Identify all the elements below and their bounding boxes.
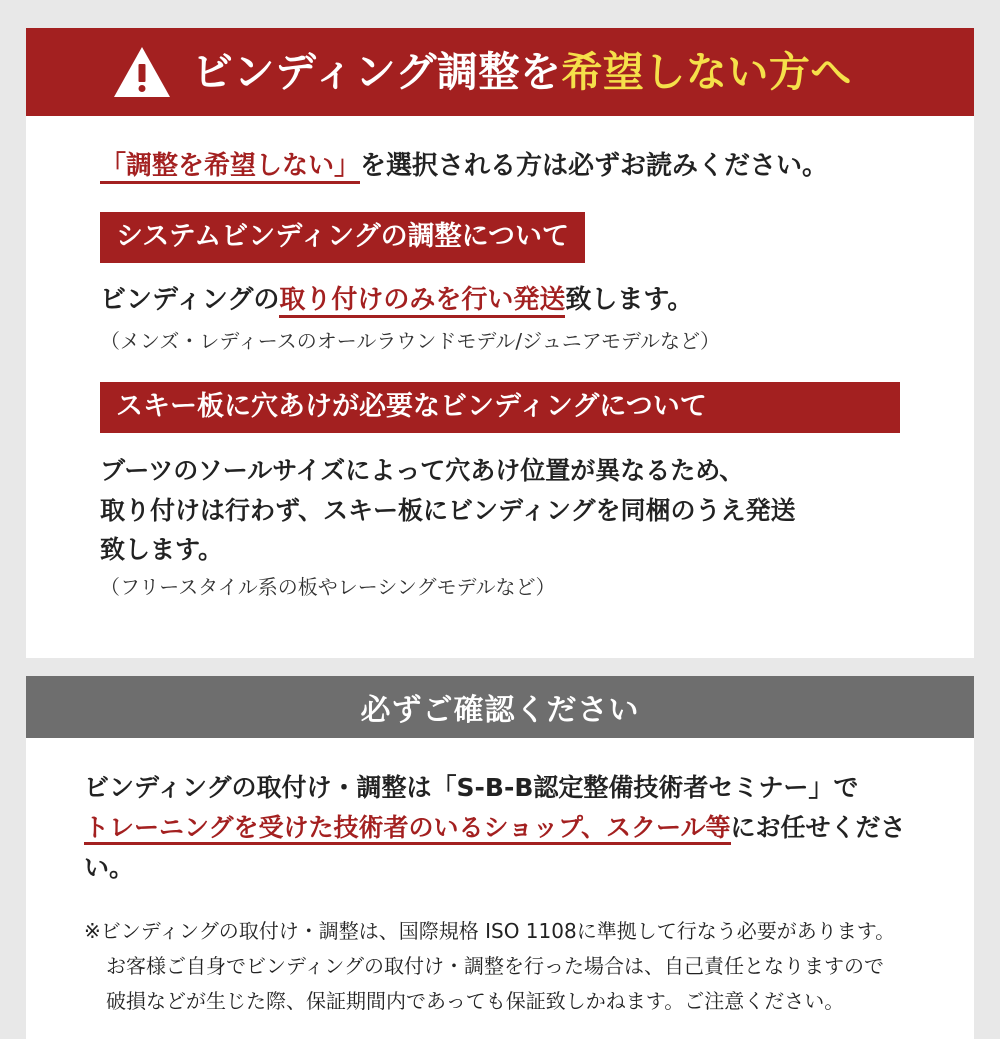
please-confirm-panel	[26, 676, 974, 1039]
section-one-note: （メンズ・レディースのオールラウンドモデル/ジュニアモデルなど）	[100, 329, 720, 354]
section-one-prefix: ビンディングの	[100, 285, 280, 316]
panel-one-body	[26, 116, 974, 658]
confirm-line-2-suffix: にお任せください。	[84, 812, 906, 882]
section-two-emphasis: 取り付けは行わず、スキー板にビンディングを同梱	[100, 495, 671, 525]
header-title-highlight: 希望しない方へ	[561, 47, 852, 96]
section-system-binding	[100, 212, 900, 356]
panel-one-header-title	[192, 47, 852, 96]
disclaimer-line-2: お客様ご自身でビンディングの取付け・調整を行った場合は、自己責任となりますので	[106, 953, 884, 978]
section-one-emphasis: 取り付けのみを行い発送	[279, 285, 565, 318]
panel-one-header	[26, 28, 974, 116]
section-two-line-2-suffix: のうえ発送	[670, 495, 796, 525]
warning-triangle-icon	[114, 47, 170, 97]
header-title-normal: ビンディング調整を	[192, 47, 562, 96]
confirm-line-2-emphasis: トレーニングを受けた技術者のいるショップ、スクール等	[84, 813, 731, 845]
panel-two-body	[26, 738, 974, 1039]
section-two-line-1: ブーツのソールサイズによって穴あけ位置が異なるため、	[100, 456, 745, 486]
disclaimer-line-1: ※ビンディングの取付け・調整は、国際規格 ISO 1108に準拠して行なう必要があります。	[84, 918, 896, 943]
lead-text	[100, 148, 900, 184]
lead-rest: を選択される方は必ずお読みください。	[360, 151, 829, 181]
disclaimer-line-3: 破損などが生じた際、保証期間内であっても保証致しかねます。ご注意ください。	[106, 988, 845, 1013]
section-one-suffix: 致します。	[565, 285, 694, 316]
confirm-line-1: ビンディングの取付け・調整は「S-B-B認定整備技術者セミナー」で	[84, 772, 859, 802]
panel-two-header	[26, 676, 974, 738]
section-two-line-3: 致します。	[100, 535, 224, 565]
section-one-paragraph	[100, 281, 900, 320]
confirm-line-2	[84, 808, 916, 888]
lead-emphasis: 「調整を希望しない」	[100, 151, 360, 184]
section-two-note: （フリースタイル系の板やレーシングモデルなど）	[100, 574, 556, 599]
section-one-band: システムビンディングの調整について	[100, 212, 585, 263]
panel-two-header-title: 必ずご確認ください	[360, 692, 640, 728]
disclaimer-block	[84, 914, 916, 1019]
no-adjustment-panel	[26, 28, 974, 658]
section-drilling-required	[100, 382, 900, 602]
section-two-line-2	[100, 491, 900, 531]
section-two-band: スキー板に穴あけが必要なビンディングについて	[100, 382, 900, 433]
